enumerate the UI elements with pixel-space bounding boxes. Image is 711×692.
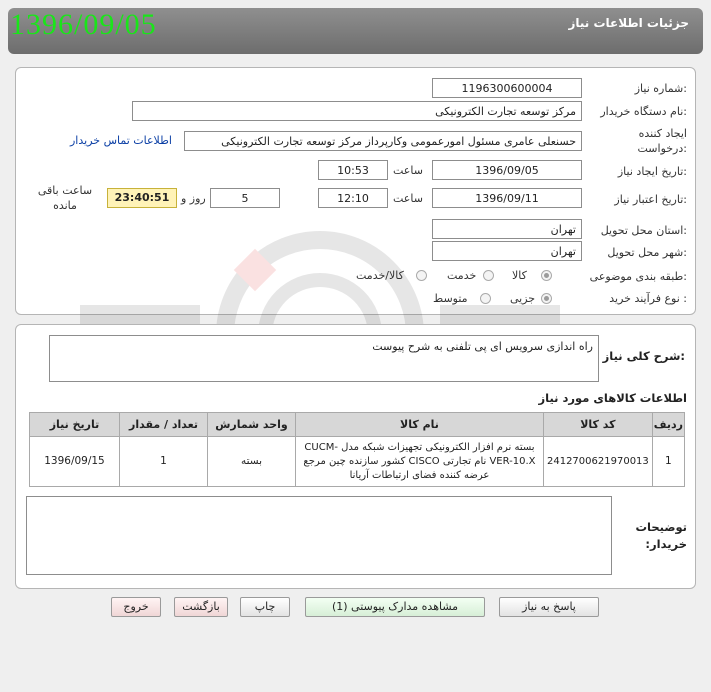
valid-time-label: ساعت (393, 192, 423, 205)
view-attachments-button[interactable]: مشاهده مدارک پیوستی (1) (305, 597, 485, 617)
days-label: روز و (181, 192, 206, 205)
valid-time-field: 12:10 (318, 188, 388, 208)
buyer-notes-box (26, 496, 612, 575)
category-radio-goods-service[interactable] (416, 270, 427, 281)
category-option-service: خدمت (447, 269, 477, 282)
buyer-notes-label: توضیحات خریدار: (635, 520, 687, 551)
cell-qty: 1 (119, 437, 207, 487)
buyer-org-label: نام دستگاه خریدار: (600, 105, 687, 118)
process-option-minor: جزیی (510, 292, 536, 305)
city-label: شهر محل تحویل: (607, 246, 687, 259)
col-unit: واحد شمارش (207, 413, 295, 437)
exit-button[interactable]: خروج (111, 597, 161, 617)
col-code: کد کالا (543, 413, 652, 437)
col-qty: تعداد / مقدار (119, 413, 207, 437)
remaining-timer: 23:40:51 (107, 188, 177, 208)
description-label: شرح کلی نیاز: (602, 349, 685, 363)
cell-row: 1 (652, 437, 684, 487)
process-option-medium: متوسط (433, 292, 468, 305)
category-label: طبقه بندی موضوعی: (589, 270, 687, 283)
process-radio-minor[interactable] (541, 293, 552, 304)
creator-field: حسنعلی عامری مسئول امورعمومی وکارپرداز مرکز توسعه تجارت الکترونیکی (184, 131, 582, 151)
category-radio-goods[interactable] (541, 270, 552, 281)
remaining-label: ساعت باقی مانده (37, 184, 93, 212)
page-title: جزئیات اطلاعات نیاز (568, 16, 689, 30)
process-label: نوع فرآیند خرید : (609, 292, 687, 305)
goods-table (29, 412, 685, 487)
category-option-goods-service: کالا/خدمت (356, 269, 404, 282)
buyer-contact-link[interactable]: اطلاعات تماس خریدار (70, 134, 172, 147)
back-button[interactable]: بازگشت (174, 597, 228, 617)
buyer-org-field: مرکز توسعه تجارت الکترونیکی (132, 101, 582, 121)
creator-label: ایجاد کننده درخواست: (637, 127, 687, 155)
created-time-field: 10:53 (318, 160, 388, 180)
reply-button[interactable]: پاسخ به نیاز (499, 597, 599, 617)
cell-date: 1396/09/15 (30, 437, 120, 487)
province-label: استان محل تحویل: (600, 224, 687, 237)
days-field: 5 (210, 188, 280, 208)
date-badge: 1396/09/05 (10, 8, 157, 41)
process-radio-medium[interactable] (480, 293, 491, 304)
description-box: راه اندازی سرویس ای پی تلفنی به شرح پیوست (49, 335, 599, 382)
print-button[interactable]: چاپ (240, 597, 290, 617)
created-date-label: تاریخ ایجاد نیاز: (617, 165, 687, 178)
category-option-goods: کالا (512, 269, 527, 282)
goods-table-wrap (29, 412, 685, 487)
col-name: نام کالا (295, 413, 543, 437)
valid-date-label: تاریخ اعتبار نیاز: (614, 193, 687, 206)
province-field: تهران (432, 219, 582, 239)
valid-date-field: 1396/09/11 (432, 188, 582, 208)
need-number-field: 1196300600004 (432, 78, 582, 98)
category-radio-service[interactable] (483, 270, 494, 281)
created-date-field: 1396/09/05 (432, 160, 582, 180)
created-time-label: ساعت (393, 164, 423, 177)
cell-name: بسته نرم افزار الکترونیکی تجهیزات شبکه مدل CUCM-VER-10.X نام تجارتی CISCO کشور سازنده چین مرجع عرضه کننده فضای ارتباطات آریانا (295, 437, 543, 487)
col-row: ردیف (652, 413, 684, 437)
city-field: تهران (432, 241, 582, 261)
table-row (30, 437, 685, 487)
cell-code: 2412700621970013 (543, 437, 652, 487)
goods-section-title: اطلاعات کالاهای مورد نیاز (538, 391, 687, 405)
col-date: تاریخ نیاز (30, 413, 120, 437)
need-number-label: شماره نیاز: (634, 82, 687, 95)
cell-unit: بسته (207, 437, 295, 487)
